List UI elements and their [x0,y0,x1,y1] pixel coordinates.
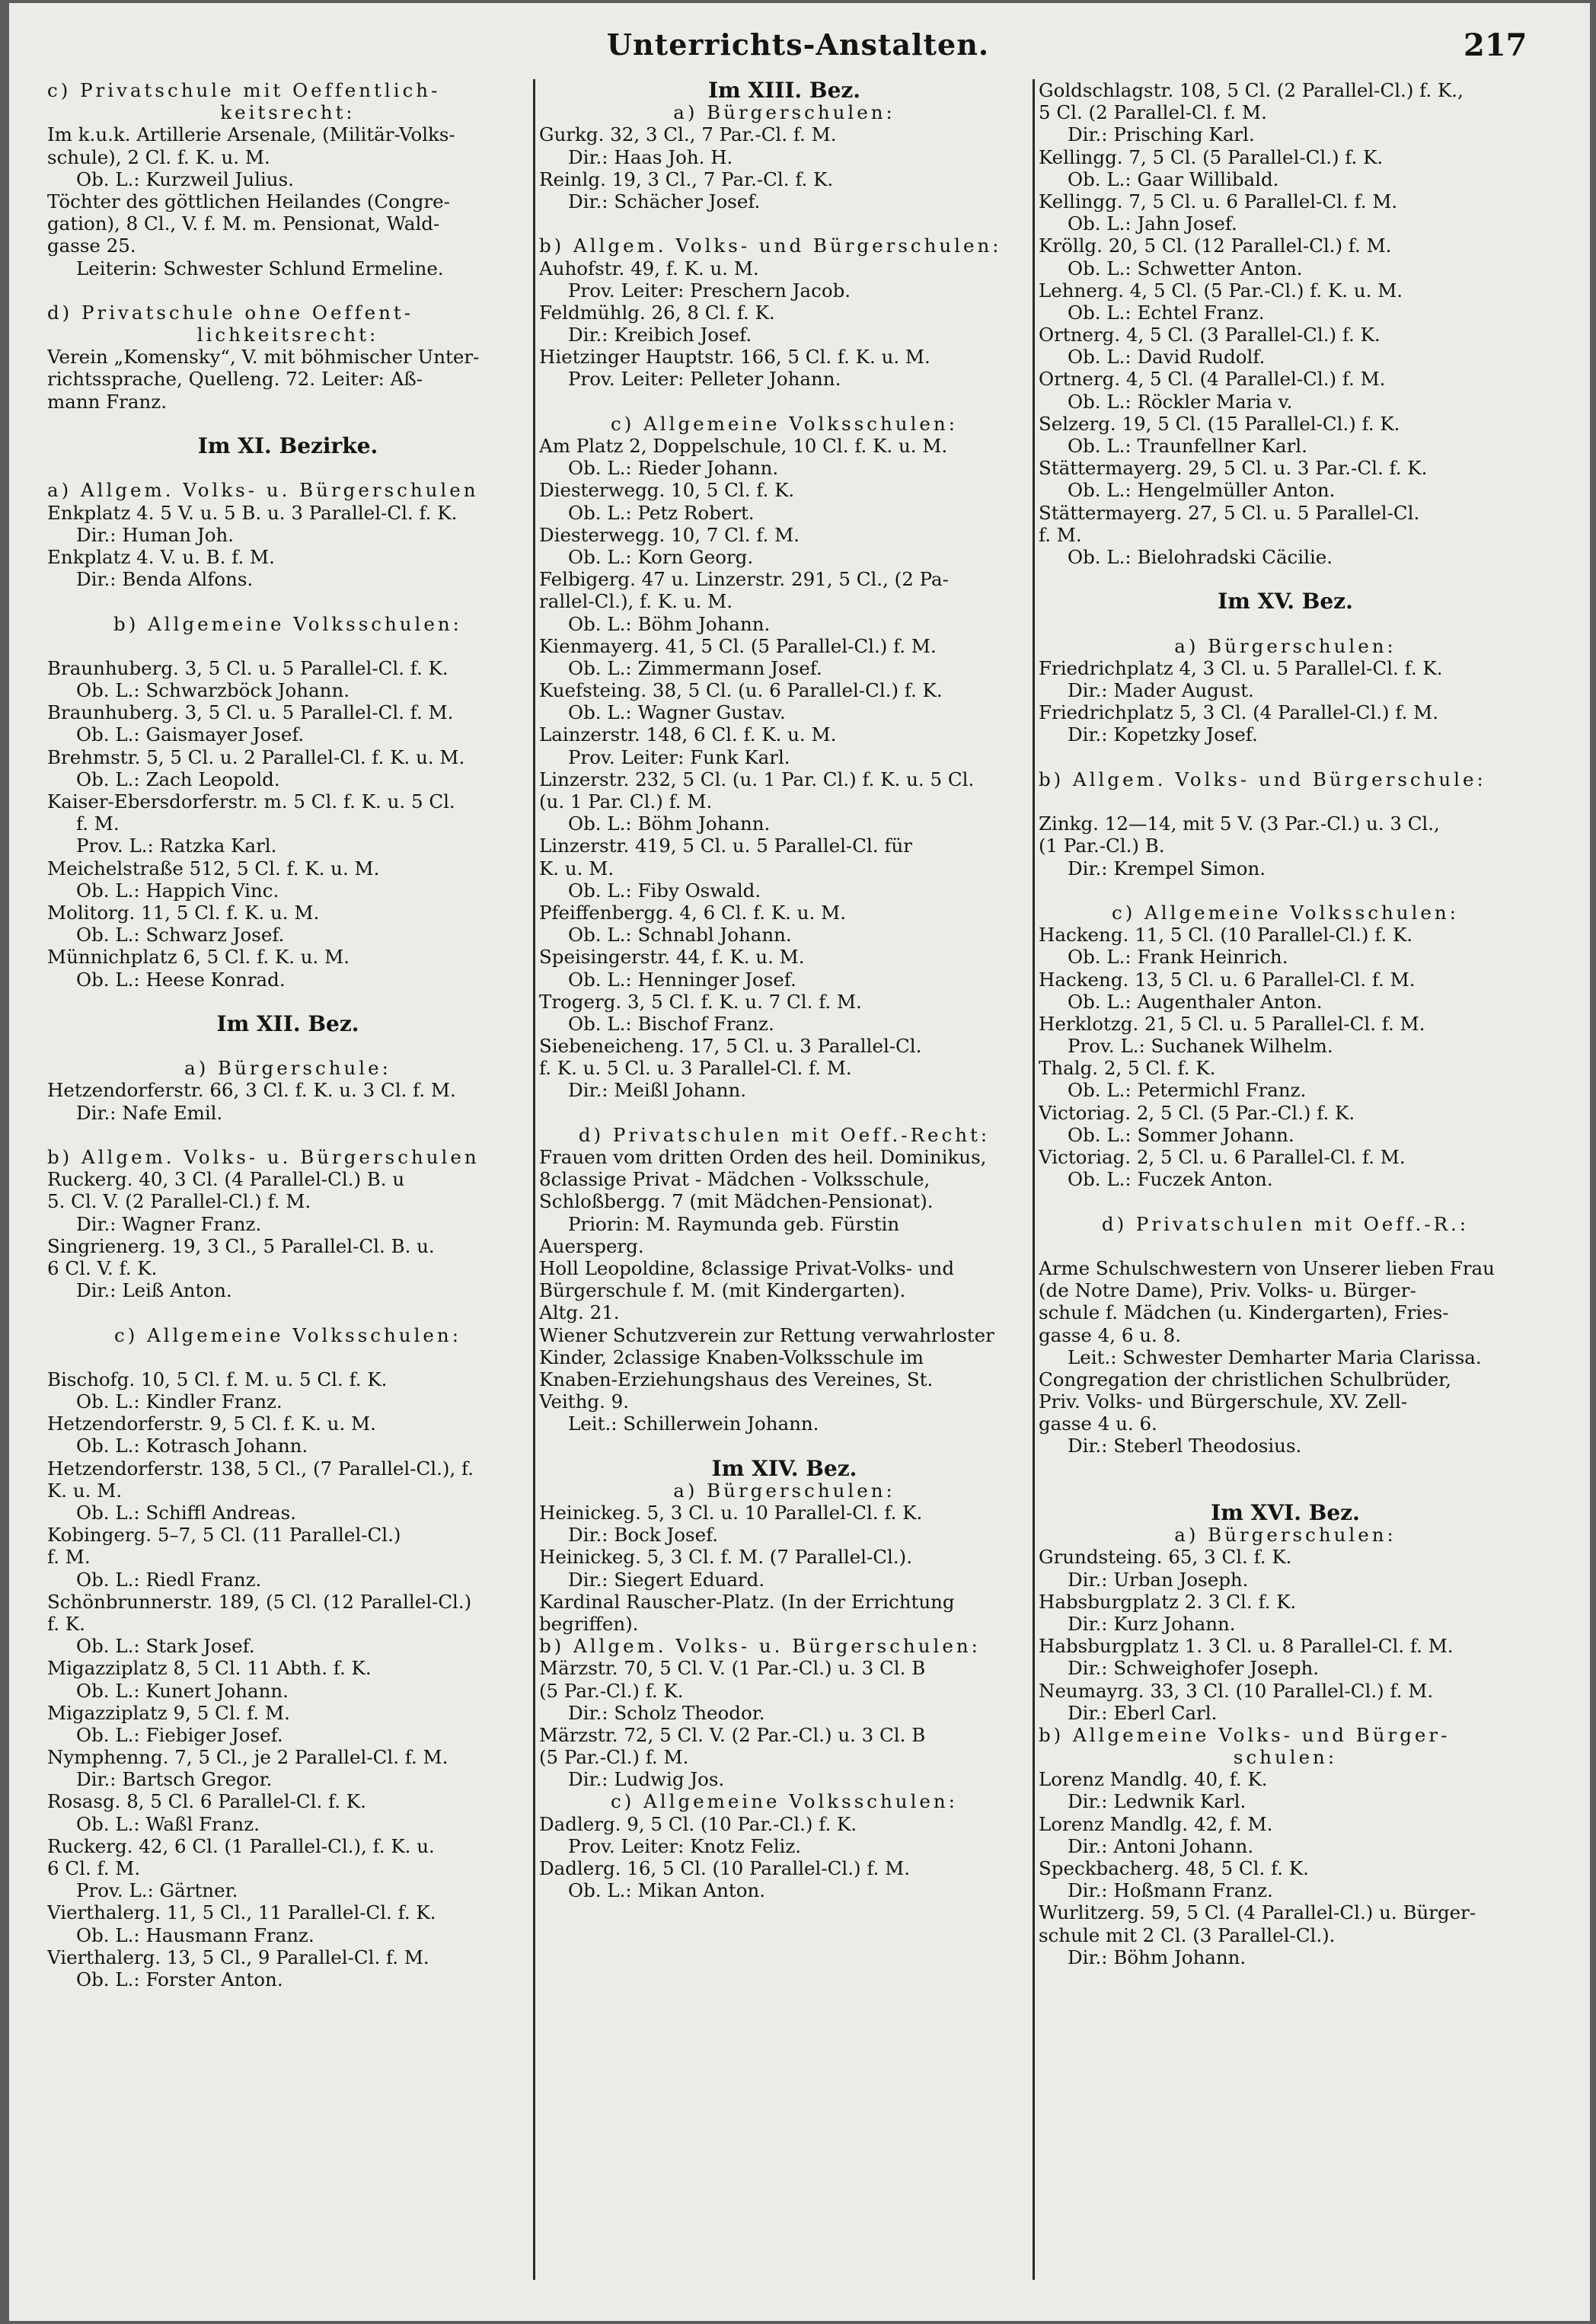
text-line: Dir.: Wagner Franz. [76,1212,262,1235]
text-line: a) Bürgerschulen: [1174,634,1396,657]
text-line: Kellingg. 7, 5 Cl. (5 Parallel-Cl.) f. K. [1039,145,1384,168]
text-line: Im XIV. Bez. [711,1457,857,1480]
text-line: c) Allgemeine Volksschulen: [1112,901,1459,924]
text-line: f. M. [47,1546,91,1569]
text-line: Ob. L.: Rieder Johann. [568,457,779,480]
text-line: Felbigerg. 47 u. Linzerstr. 291, 5 Cl., (2 Pa- [539,568,949,591]
text-line: Siebeneicheng. 17, 5 Cl. u. 3 Parallel-Cl. [539,1035,922,1058]
text-line: Prov. Leiter: Preschern Jacob. [568,279,851,302]
text-line: Dadlerg. 16, 5 Cl. (10 Parallel-Cl.) f. M. [539,1857,910,1879]
text-line: Schönbrunnerstr. 189, (5 Cl. (12 Parallel-Cl.) [47,1590,472,1613]
blank-line [539,212,1029,235]
text-line: Ob. L.: Kindler Franz. [76,1390,282,1413]
text-line: Ob. L.: Hengelmüller Anton. [1068,479,1336,502]
text-line: Hackeng. 13, 5 Cl. u. 6 Parallel-Cl. f. M. [1039,968,1416,991]
text-line: Hetzendorferstr. 9, 5 Cl. f. K. u. M. [47,1413,376,1435]
text-line: Dir.: Ledwnik Karl. [1068,1790,1246,1813]
text-line: Dir.: Kreibich Josef. [568,324,752,346]
text-line: Thalg. 2, 5 Cl. f. K. [1039,1057,1216,1080]
text-line: Ob. L.: Zach Leopold. [76,768,280,790]
text-line: Bürgerschule f. M. (mit Kindergarten). [539,1279,906,1302]
text-line: Ob. L.: Heese Konrad. [76,968,286,991]
text-line: 6 Cl. V. f. K. [47,1256,158,1279]
blank-line [1039,746,1532,768]
text-line: Kardinal Rauscher-Platz. (In der Errichtung [539,1590,955,1613]
text-line: Verein „Komensky“, V. mit böhmischer Unter- [47,346,480,369]
text-line: Feldmühlg. 26, 8 Cl. f. K. [539,301,775,324]
blank-line [47,1124,528,1146]
text-line: mann Franz. [47,390,167,413]
text-line: Ob. L.: Korn Georg. [568,545,754,568]
text-line: b) Allgem. Volks- und Bürgerschulen: [539,235,1002,257]
text-line: Stättermayerg. 27, 5 Cl. u. 5 Parallel-Cl. [1039,501,1420,524]
text-line: Reinlg. 19, 3 Cl., 7 Par.-Cl. f. K. [539,168,834,190]
text-line: f. M. [76,812,120,835]
text-line: Dir.: Bock Josef. [568,1524,719,1547]
text-line: Singrienerg. 19, 3 Cl., 5 Parallel-Cl. B. u. [47,1234,435,1257]
text-line: gasse 4, 6 u. 8. [1039,1323,1181,1346]
text-line: Zinkg. 12—14, mit 5 V. (3 Par.-Cl.) u. 3 Cl., [1039,812,1440,835]
page-number: 217 [1464,27,1527,63]
text-line: d) Privatschulen mit Oeff.-R.: [1101,1212,1470,1235]
text-line: Rosasg. 8, 5 Cl. 6 Parallel-Cl. f. K. [47,1790,366,1813]
text-line: Ob. L.: Wagner Gustav. [568,701,786,724]
blank-line [47,590,528,612]
text-line: b) Allgem. Volks- und Bürgerschule: [1039,768,1486,790]
text-line: Dir.: Haas Joh. H. [568,145,733,168]
text-line: Ob. L.: Zimmermann Josef. [568,656,822,679]
text-line: Dir.: Eberl Carl. [1068,1701,1218,1724]
text-line: Herklotzg. 21, 5 Cl. u. 5 Parallel-Cl. f. M. [1039,1012,1425,1035]
blank-line [539,1102,1029,1124]
text-line: Ob. L.: Riedl Franz. [76,1568,262,1591]
text-line: c) Privatschule mit Oeffentlich- [47,79,441,101]
blank-line [47,991,528,1013]
text-line: Enkplatz 4. V. u. B. f. M. [47,545,275,568]
text-line: Lorenz Mandlg. 40, f. K. [1039,1768,1268,1791]
page-header-title: Unterrichts-Anstalten. [606,27,990,62]
text-line: Schloßbergg. 7 (mit Mädchen-Pensionat). [539,1190,934,1213]
column-divider [1033,79,1035,2280]
text-line: b) Allgem. Volks- u. Bürgerschulen: [539,1635,981,1658]
text-line: Diesterwegg. 10, 5 Cl. f. K. [539,479,795,502]
text-line: Hietzinger Hauptstr. 166, 5 Cl. f. K. u. M. [539,346,930,369]
text-line: Prov. L.: Ratzka Karl. [76,835,277,857]
text-line: Knaben-Erziehungshaus des Vereines, St. [539,1368,934,1390]
text-line: Ob. L.: Röckler Maria v. [1068,390,1293,413]
text-line: Lehnerg. 4, 5 Cl. (5 Par.-Cl.) f. K. u. M. [1039,279,1403,302]
text-line: Friedrichplatz 4, 3 Cl. u. 5 Parallel-Cl. f. K. [1039,656,1443,679]
text-line: Congregation der christlichen Schulbrüder, [1039,1368,1451,1390]
text-line: Ob. L.: Kunert Johann. [76,1679,289,1702]
text-line: Dir.: Krempel Simon. [1068,857,1266,879]
text-line: Dadlerg. 9, 5 Cl. (10 Par.-Cl.) f. K. [539,1812,857,1835]
text-line: Dir.: Antoni Johann. [1068,1834,1254,1857]
text-line: Ob. L.: Gaismayer Josef. [76,723,305,746]
text-line: Ob. L.: Schnabl Johann. [568,924,792,947]
text-line: Stättermayerg. 29, 5 Cl. u. 3 Par.-Cl. f. K. [1039,457,1428,480]
blank-line [47,457,528,479]
text-line: Ruckerg. 42, 6 Cl. (1 Parallel-Cl.), f. K. u. [47,1834,435,1857]
text-line: Ob. L.: Fiby Oswald. [568,879,761,902]
text-line: a) Bürgerschulen: [673,1479,895,1502]
text-line: Im XIII. Bez. [707,79,861,102]
text-line: Ob. L.: Gaar Willibald. [1068,168,1279,190]
text-line: schule), 2 Cl. f. K. u. M. [47,145,270,168]
text-line: Kienmayerg. 41, 5 Cl. (5 Parallel-Cl.) f. M. [539,634,937,657]
text-line: Dir.: Human Joh. [76,523,235,546]
text-line: Veithg. 9. [539,1390,630,1413]
text-line: Ob. L.: Jahn Josef. [1068,212,1237,235]
text-line: (1 Par.-Cl.) B. [1039,835,1165,857]
text-line: (u. 1 Par. Cl.) f. M. [539,790,713,812]
text-line: Goldschlagstr. 108, 5 Cl. (2 Parallel-Cl.) f. K., [1039,79,1464,101]
text-line: Ob. L.: Augenthaler Anton. [1068,990,1323,1013]
text-line: Am Platz 2, Doppelschule, 10 Cl. f. K. u. M. [539,435,948,457]
text-line: Ruckerg. 40, 3 Cl. (4 Parallel-Cl.) B. u [47,1168,405,1191]
text-line: Ob. L.: Waßl Franz. [76,1812,260,1835]
blank-line [1039,568,1532,590]
text-line: Habsburgplatz 1. 3 Cl. u. 8 Parallel-Cl. f. M. [1039,1635,1454,1658]
text-line: Victoriag. 2, 5 Cl. u. 6 Parallel-Cl. f. M. [1039,1146,1406,1168]
blank-line [47,635,528,657]
text-line: Leiterin: Schwester Schlund Ermeline. [76,257,444,279]
text-line: Ob. L.: Kurzweil Julius. [76,168,294,190]
column-divider [533,79,535,2280]
text-line: Dir.: Kurz Johann. [1068,1612,1236,1635]
blank-line [1039,1190,1532,1212]
text-line: Dir.: Prisching Karl. [1068,123,1255,146]
text-line: Dir.: Bartsch Gregor. [76,1768,273,1791]
blank-line [539,1435,1029,1457]
text-line: Neumayrg. 33, 3 Cl. (10 Parallel-Cl.) f. M. [1039,1679,1434,1702]
blank-line [47,1035,528,1057]
text-line: Dir.: Scholz Theodor. [568,1701,765,1724]
text-line: Märzstr. 72, 5 Cl. V. (2 Par.-Cl.) u. 3 Cl. B [539,1723,926,1746]
text-line: K. u. M. [539,857,614,879]
text-line: Frauen vom dritten Orden des heil. Dominikus, [539,1146,987,1168]
text-line: (5 Par.-Cl.) f. M. [539,1746,689,1769]
text-line: Ob. L.: Böhm Johann. [568,612,771,635]
text-line: lichkeitsrecht: [196,324,379,346]
text-line: a) Bürgerschulen: [673,101,895,124]
text-line: Im XI. Bezirke. [197,435,378,458]
blank-line [47,1301,528,1323]
text-line: Kinder, 2classige Knaben-Volksschule im [539,1346,924,1368]
text-line: Arme Schulschwestern von Unserer lieben Frau [1039,1256,1495,1279]
blank-line [1039,1480,1532,1502]
text-line: Pfeiffenbergg. 4, 6 Cl. f. K. u. M. [539,901,846,924]
text-line: Grundsteing. 65, 3 Cl. f. K. [1039,1546,1292,1569]
text-line: (de Notre Dame), Priv. Volks- u. Bürger- [1039,1279,1416,1302]
text-line: a) Allgem. Volks- u. Bürgerschulen [47,479,479,502]
text-line: Ob. L.: Stark Josef. [76,1635,255,1658]
text-line: Prov. L.: Gärtner. [76,1879,238,1902]
text-line: Ob. L.: Fiebiger Josef. [76,1723,283,1746]
text-line: Speckbacherg. 48, 5 Cl. f. K. [1039,1857,1309,1879]
text-line: Prov. Leiter: Knotz Feliz. [568,1834,802,1857]
text-line: Speisingerstr. 44, f. K. u. M. [539,946,805,969]
blank-line [1039,1235,1532,1257]
blank-line [47,279,528,302]
text-line: f. K. u. 5 Cl. u. 3 Parallel-Cl. f. M. [539,1057,852,1080]
text-line: rallel-Cl.), f. K. u. M. [539,590,733,613]
text-line: Im XII. Bez. [216,1012,359,1036]
text-line: Priorin: M. Raymunda geb. Fürstin [568,1212,900,1235]
text-line: Im XVI. Bez. [1211,1502,1360,1524]
text-line: Meichelstraße 512, 5 Cl. f. K. u. M. [47,857,380,879]
text-line: Gurkg. 32, 3 Cl., 7 Par.-Cl. f. M. [539,123,837,146]
text-line: Ob. L.: Kotrasch Johann. [76,1435,308,1457]
text-line: Molitorg. 11, 5 Cl. f. K. u. M. [47,901,320,924]
text-line: Ob. L.: Sommer Johann. [1068,1123,1294,1146]
text-line: Braunhuberg. 3, 5 Cl. u. 5 Parallel-Cl. f. K. [47,656,448,679]
text-line: Prov. Leiter: Funk Karl. [568,745,790,768]
text-line: Dir.: Urban Joseph. [1068,1568,1249,1591]
text-line: Im XV. Bez. [1218,590,1353,613]
text-line: gation), 8 Cl., V. f. M. m. Pensionat, Wald- [47,212,440,235]
blank-line [47,1346,528,1368]
text-line: gasse 4 u. 6. [1039,1413,1157,1435]
text-line: Wurlitzerg. 59, 5 Cl. (4 Parallel-Cl.) u. Bürger- [1039,1901,1476,1924]
text-line: Wiener Schutzverein zur Rettung verwahrloster [539,1323,994,1346]
text-line: b) Allgemeine Volksschulen: [113,612,462,635]
text-line: Im k.u.k. Artillerie Arsenale, (Militär-Volks- [47,123,455,146]
text-line: Diesterwegg. 10, 7 Cl. f. M. [539,523,800,546]
blank-line [1039,1457,1532,1480]
text-column-2 [539,79,1029,1901]
text-line: Ob. L.: Bielohradski Cäcilie. [1068,545,1333,568]
text-line: Vierthalerg. 11, 5 Cl., 11 Parallel-Cl. f. K. [47,1901,436,1924]
text-line: c) Allgemeine Volksschulen: [611,1790,958,1813]
text-line: Dir.: Meißl Johann. [568,1079,747,1102]
text-line: Lorenz Mandlg. 42, f. M. [1039,1812,1273,1835]
text-line: d) Privatschule ohne Oeffent- [47,301,414,324]
text-line: Leit.: Schillerwein Johann. [568,1413,819,1435]
text-line: Heinickeg. 5, 3 Cl. u. 10 Parallel-Cl. f. K. [539,1502,923,1524]
text-line: Ob. L.: Traunfellner Karl. [1068,435,1307,457]
text-line: Ob. L.: Böhm Johann. [568,812,771,835]
text-line: b) Allgem. Volks- u. Bürgerschulen [47,1146,480,1168]
text-column-3 [1039,79,1532,1968]
text-line: Victoriag. 2, 5 Cl. (5 Par.-Cl.) f. K. [1039,1101,1355,1124]
text-line: keitsrecht: [220,101,356,124]
text-line: f. M. [1039,523,1082,546]
text-line: gasse 25. [47,235,136,257]
text-line: Kaiser-Ebersdorferstr. m. 5 Cl. f. K. u. 5 Cl. [47,790,455,812]
text-line: Friedrichplatz 5, 3 Cl. (4 Parallel-Cl.) f. M. [1039,701,1439,724]
text-line: Vierthalerg. 13, 5 Cl., 9 Parallel-Cl. f. M. [47,1946,429,1968]
text-line: Linzerstr. 419, 5 Cl. u. 5 Parallel-Cl. für [539,835,912,857]
text-line: Ortnerg. 4, 5 Cl. (3 Parallel-Cl.) f. K. [1039,324,1381,346]
text-line: 6 Cl. f. M. [47,1857,141,1879]
text-line: schule mit 2 Cl. (3 Parallel-Cl.). [1039,1923,1336,1946]
text-line: Dir.: Kopetzky Josef. [1068,723,1258,746]
text-line: Altg. 21. [539,1301,620,1324]
text-line: Ob. L.: Petermichl Franz. [1068,1079,1307,1102]
text-line: Brehmstr. 5, 5 Cl. u. 2 Parallel-Cl. f. K. u. M. [47,745,465,768]
text-line: Dir.: Schweighofer Joseph. [1068,1657,1320,1680]
text-line: Trogerg. 3, 5 Cl. f. K. u. 7 Cl. f. M. [539,990,862,1013]
text-line: Ob. L.: Schwarzböck Johann. [76,679,350,702]
blank-line [1039,613,1532,635]
text-line: Priv. Volks- und Bürgerschule, XV. Zell- [1039,1390,1408,1413]
text-line: Dir.: Hoßmann Franz. [1068,1879,1273,1902]
text-line: K. u. M. [47,1479,123,1502]
text-column-1 [47,79,528,1990]
text-line: Selzerg. 19, 5 Cl. (15 Parallel-Cl.) f. K. [1039,412,1400,435]
text-line: Ob. L.: Forster Anton. [76,1968,283,1990]
text-line: Habsburgplatz 2. 3 Cl. f. K. [1039,1590,1297,1613]
text-line: Dir.: Ludwig Jos. [568,1768,725,1791]
text-line: Prov. L.: Suchanek Wilhelm. [1068,1035,1333,1058]
text-line: Nymphenng. 7, 5 Cl., je 2 Parallel-Cl. f. M. [47,1746,448,1769]
blank-line [47,413,528,435]
text-line: c) Allgemeine Volksschulen: [611,412,958,435]
text-line: Ob. L.: Schwarz Josef. [76,924,285,947]
text-line: Migazziplatz 9, 5 Cl. f. M. [47,1701,290,1724]
text-line: Ob. L.: Bischof Franz. [568,1012,774,1035]
text-line: Dir.: Siegert Eduard. [568,1568,765,1591]
text-line: Ob. L.: Henninger Josef. [568,968,796,991]
text-line: Dir.: Mader August. [1068,679,1254,702]
text-line: Migazziplatz 8, 5 Cl. 11 Abth. f. K. [47,1657,372,1680]
text-line: Kellingg. 7, 5 Cl. u. 6 Parallel-Cl. f. M. [1039,190,1398,212]
text-line: b) Allgemeine Volks- und Bürger- [1039,1723,1451,1746]
text-line: 5. Cl. V. (2 Parallel-Cl.) f. M. [47,1190,311,1213]
text-line: Dir.: Benda Alfons. [76,568,254,591]
text-line: Ob. L.: Schwetter Anton. [1068,257,1303,279]
text-line: Auersperg. [539,1234,644,1257]
text-line: Braunhuberg. 3, 5 Cl. u. 5 Parallel-Cl. f. M. [47,701,454,724]
text-line: Hackeng. 11, 5 Cl. (10 Parallel-Cl.) f. K. [1039,924,1413,947]
text-line: Ob. L.: Hausmann Franz. [76,1923,314,1946]
text-line: Ob. L.: Mikan Anton. [568,1879,766,1902]
text-line: Enkplatz 4. 5 V. u. 5 B. u. 3 Parallel-Cl. f. K. [47,501,458,524]
text-line: a) Bürgerschule: [184,1057,391,1080]
text-line: Ob. L.: Echtel Franz. [1068,301,1265,324]
text-line: Bischofg. 10, 5 Cl. f. M. u. 5 Cl. f. K. [47,1368,388,1390]
text-line: Ob. L.: Fuczek Anton. [1068,1168,1273,1191]
text-line: Ortnerg. 4, 5 Cl. (4 Parallel-Cl.) f. M. [1039,368,1386,391]
text-line: Holl Leopoldine, 8classige Privat-Volks- und [539,1256,955,1279]
text-line: Kobingerg. 5–7, 5 Cl. (11 Parallel-Cl.) [47,1524,401,1547]
blank-line [1039,879,1532,902]
text-line: Dir.: Nafe Emil. [76,1101,223,1124]
text-line: 8classige Privat - Mädchen - Volksschule, [539,1168,930,1191]
text-line: Kröllg. 20, 5 Cl. (12 Parallel-Cl.) f. M. [1039,235,1392,257]
text-line: 5 Cl. (2 Parallel-Cl. f. M. [1039,101,1267,124]
text-line: Dir.: Leiß Anton. [76,1279,232,1302]
text-line: Münnichplatz 6, 5 Cl. f. K. u. M. [47,946,350,969]
text-line: d) Privatschulen mit Oeff.-Recht: [578,1123,991,1146]
blank-line [1039,790,1532,812]
text-line: schulen: [1233,1746,1338,1769]
text-line: Hetzendorferstr. 66, 3 Cl. f. K. u. 3 Cl. f. M. [47,1079,456,1102]
text-line: Ob. L.: David Rudolf. [1068,346,1266,369]
text-line: Dir.: Steberl Theodosius. [1068,1435,1302,1457]
text-line: Lainzerstr. 148, 6 Cl. f. K. u. M. [539,723,837,746]
text-line: Heinickeg. 5, 3 Cl. f. M. (7 Parallel-Cl.). [539,1546,913,1569]
text-line: Dir.: Schächer Josef. [568,190,761,212]
text-line: Leit.: Schwester Demharter Maria Clarissa. [1068,1346,1482,1368]
text-line: f. K. [47,1612,85,1635]
text-line: Hetzendorferstr. 138, 5 Cl., (7 Parallel-Cl.), f. [47,1457,474,1480]
text-line: Töchter des göttlichen Heilandes (Congre- [47,190,450,212]
text-line: Linzerstr. 232, 5 Cl. (u. 1 Par. Cl.) f. K. u. 5 Cl. [539,768,975,790]
text-line: Prov. Leiter: Pelleter Johann. [568,368,841,391]
text-line: richtssprache, Quelleng. 72. Leiter: Aß- [47,368,423,391]
text-line: schule f. Mädchen (u. Kindergarten), Fries- [1039,1301,1449,1324]
text-line: c) Allgemeine Volksschulen: [114,1323,461,1346]
text-line: begriffen). [539,1612,639,1635]
text-line: Ob. L.: Frank Heinrich. [1068,946,1288,969]
text-line: Ob. L.: Schiffl Andreas. [76,1502,296,1524]
text-line: Ob. L.: Petz Robert. [568,501,755,524]
text-line: Auhofstr. 49, f. K. u. M. [539,257,759,279]
text-line: (5 Par.-Cl.) f. K. [539,1679,684,1702]
text-line: Ob. L.: Happich Vinc. [76,879,279,902]
blank-line [539,391,1029,413]
text-line: Dir.: Böhm Johann. [1068,1946,1246,1968]
text-line: a) Bürgerschulen: [1174,1524,1396,1547]
text-line: Märzstr. 70, 5 Cl. V. (1 Par.-Cl.) u. 3 Cl. B [539,1657,926,1680]
text-line: Kuefsteing. 38, 5 Cl. (u. 6 Parallel-Cl.) f. K. [539,679,943,702]
